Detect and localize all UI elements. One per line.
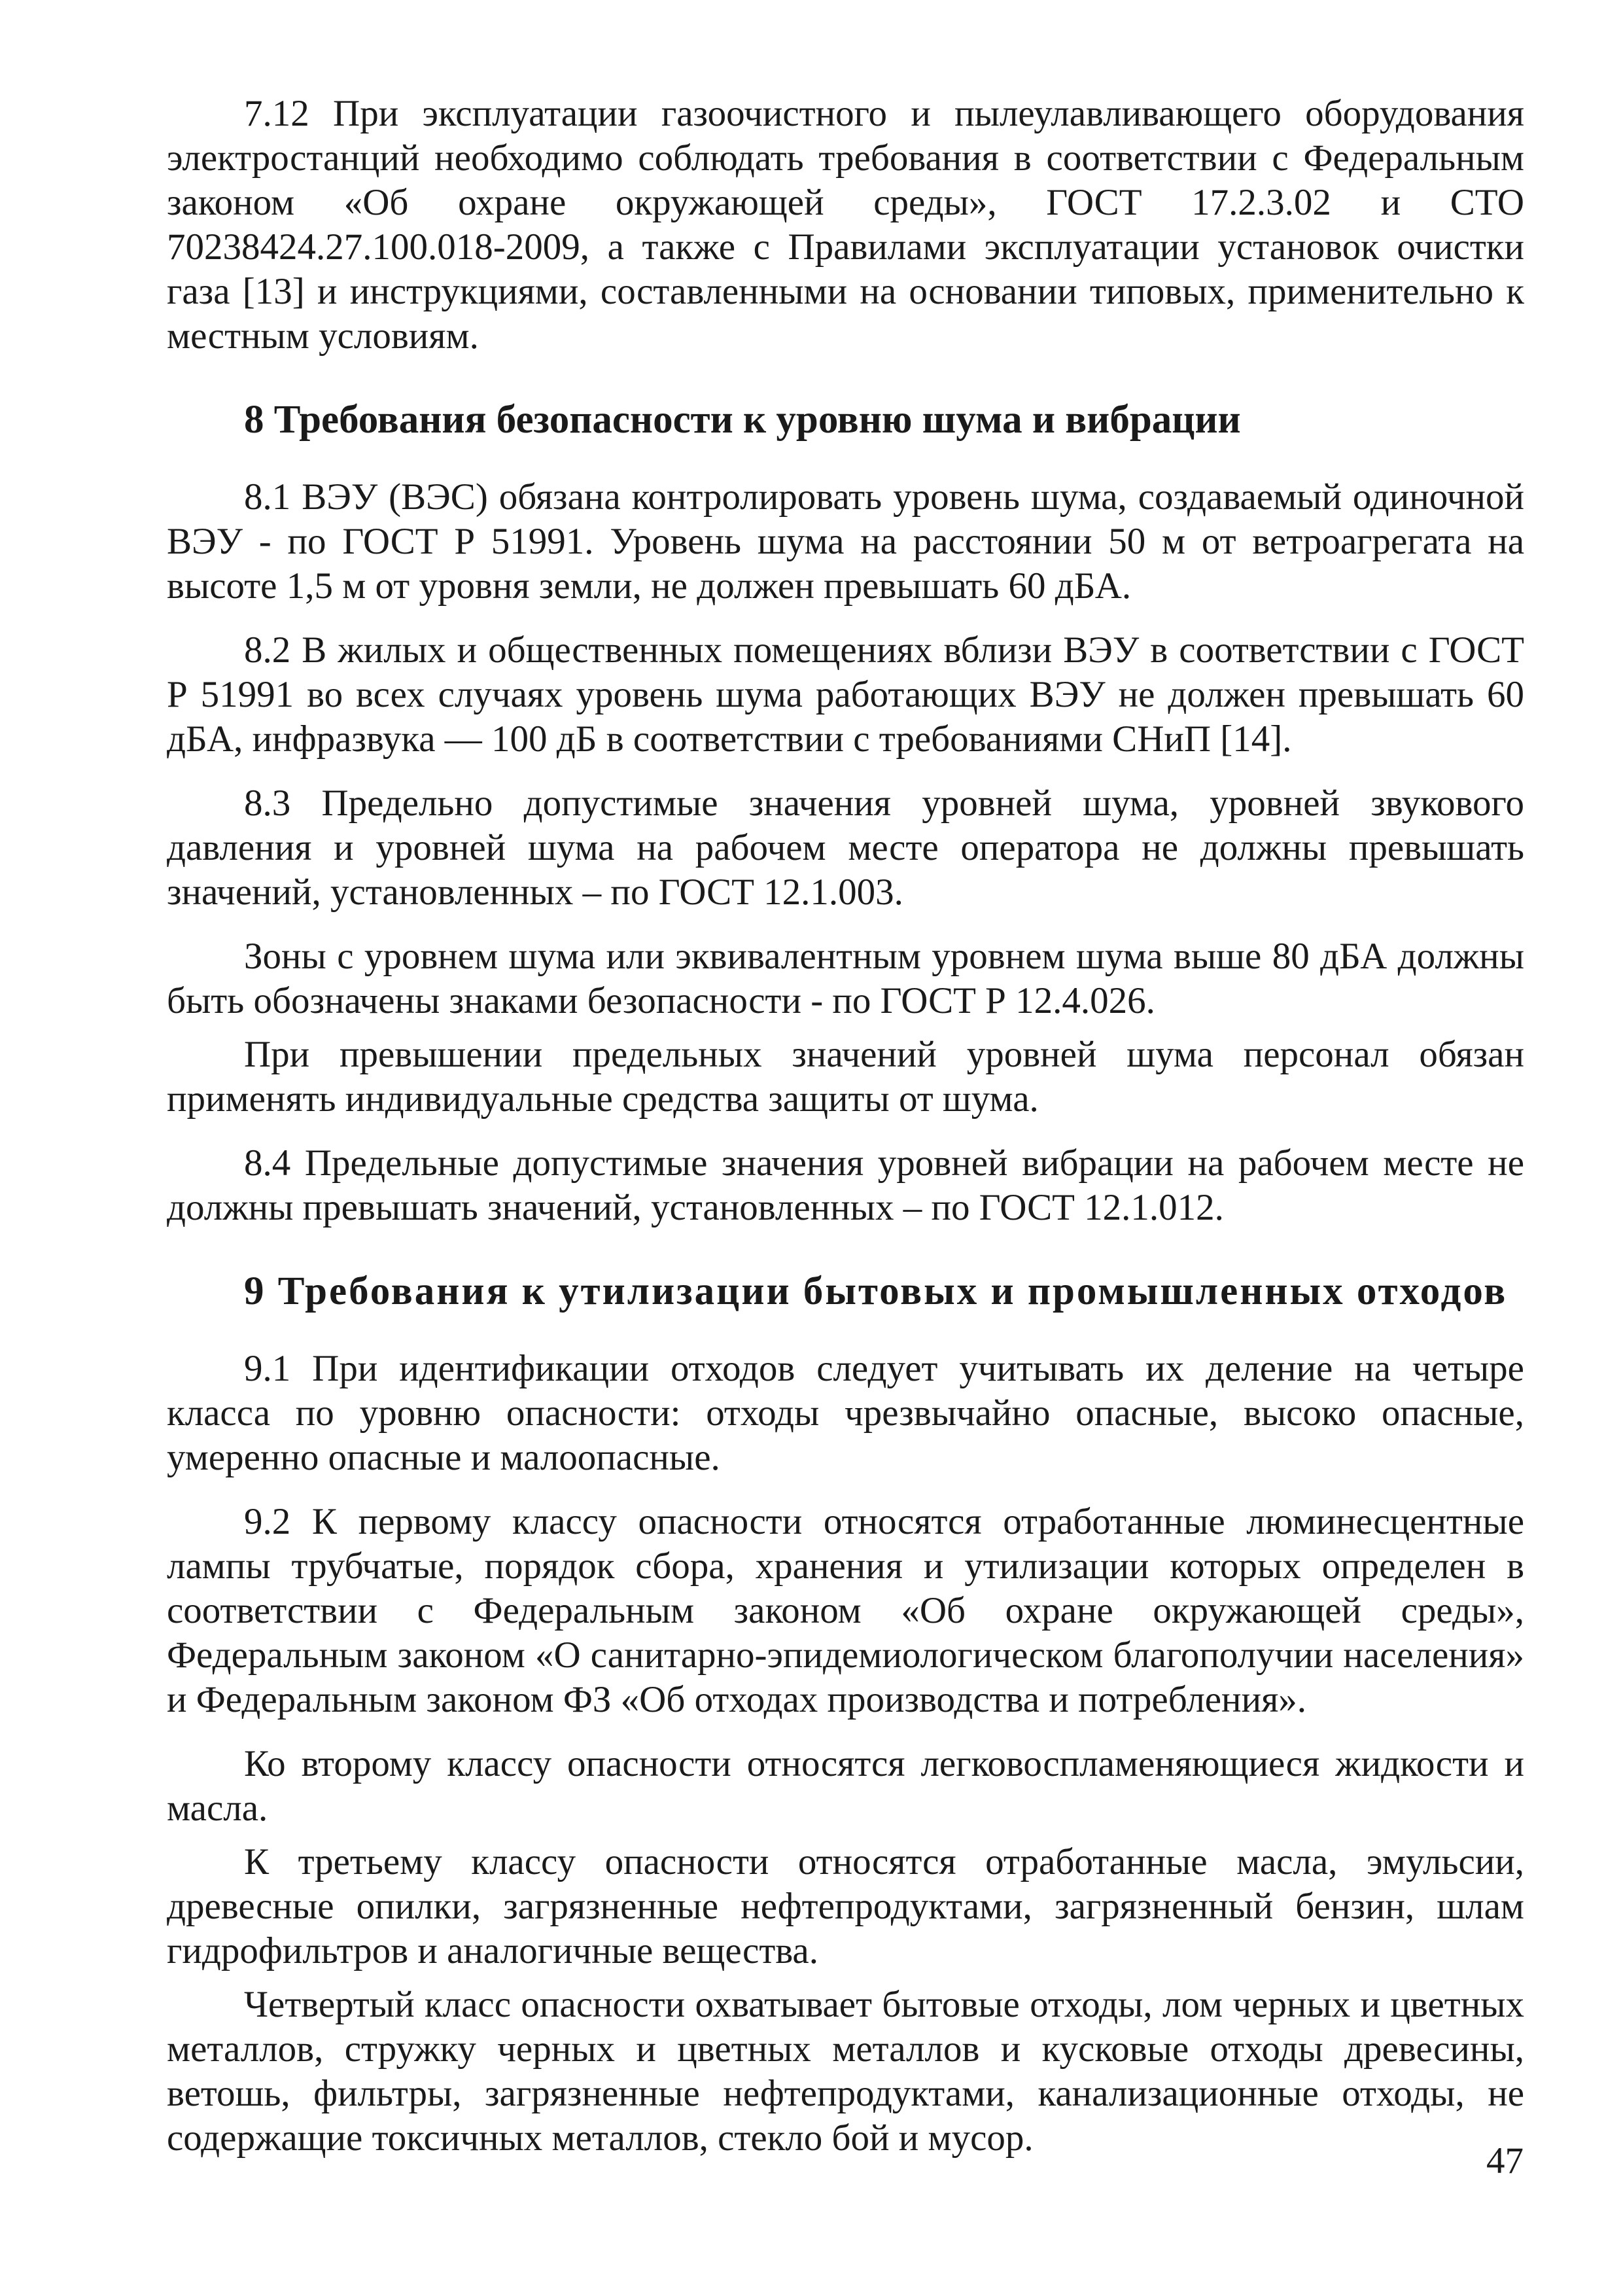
paragraph-8-4: 8.4 Предельные допустимые значения уровней вибрации на рабочем месте не должны превышать значений, установленных – по ГОСТ 12.1.012.	[167, 1142, 1524, 1228]
paragraph-9-1: 9.1 При идентификации отходов следует учитывать их деление на четыре класса по уровню опасности: отходы чрезвычайно опасные, высоко опасные, умеренно опасные и малоопасные.	[167, 1348, 1524, 1478]
paragraph-8-3-zones: Зоны с уровнем шума или эквивалентным уровнем шума выше 80 дБА должны быть обозначены знаками безопасности - по ГОСТ Р 12.4.026.	[167, 936, 1524, 1021]
paragraph-8-1: 8.1 ВЭУ (ВЭС) обязана контролировать уровень шума, создаваемый одиночной ВЭУ - по ГОСТ Р 51991. Уровень шума на расстоянии 50 м от ветроагрегата на высоте 1,5 м от уровня земли, не должен превышать 60 дБА.	[167, 476, 1524, 607]
paragraph-9-2-class3: К третьему классу опасности относятся отработанные масла, эмульсии, древесные опилки, загрязненные нефтепродуктами, загрязненный бензин, шлам гидрофильтров и аналогичные вещества.	[167, 1841, 1524, 1971]
section-heading-9: 9 Требования к утилизации бытовых и промышленных отходов	[244, 1269, 1508, 1313]
paragraph-9-2-class4: Четвертый класс опасности охватывает бытовые отходы, лом черных и цветных металлов, стружку черных и цветных металлов и кусковые отходы древесины, ветошь, фильтры, загрязненные нефтепродуктами, канализационные отходы, не содержащие токсичных металлов, стекло бой и мусор.	[167, 1984, 1524, 2159]
paragraph-8-3-ppe: При превышении предельных значений уровней шума персонал обязан применять индивидуальные средства защиты от шума.	[167, 1034, 1524, 1120]
paragraph-7-12: 7.12 При эксплуатации газоочистного и пылеулавливающего оборудования электростанций необходимо соблюдать требования в соответствии с Федеральным законом «Об охране окружающей среды», ГОСТ 17.2.3.02 и СТО 70238424.27.100.018-2009, а также с Правилами эксплуатации установок очистки газа [13] и инструкциями, составленными на основании типовых, применительно к местным условиям.	[167, 93, 1524, 357]
paragraph-9-2-class2: Ко второму классу опасности относятся легковоспламеняющиеся жидкости и масла.	[167, 1743, 1524, 1829]
page-number: 47	[1486, 2140, 1524, 2181]
paragraph-9-2: 9.2 К первому классу опасности относятся отработанные люминесцентные лампы трубчатые, порядок сбора, хранения и утилизации которых определен в соответствии с Федеральным законом «Об охране окружающей среды», Федеральным законом «О санитарно-эпидемиологическом благополучии населения» и Федеральным законом ФЗ «Об отходах производства и потребления».	[167, 1501, 1524, 1720]
section-heading-8: 8 Требования безопасности к уровню шума и вибрации	[244, 398, 1241, 442]
document-page	[167, 92, 1524, 2180]
paragraph-8-2: 8.2 В жилых и общественных помещениях вблизи ВЭУ в соответствии с ГОСТ Р 51991 во всех случаях уровень шума работающих ВЭУ не должен превышать 60 дБА, инфразвука — 100 дБ в соответствии с требованиями СНиП [14].	[167, 629, 1524, 760]
paragraph-8-3: 8.3 Предельно допустимые значения уровней шума, уровней звукового давления и уровней шума на рабочем месте оператора не должны превышать значений, установленных – по ГОСТ 12.1.003.	[167, 783, 1524, 913]
